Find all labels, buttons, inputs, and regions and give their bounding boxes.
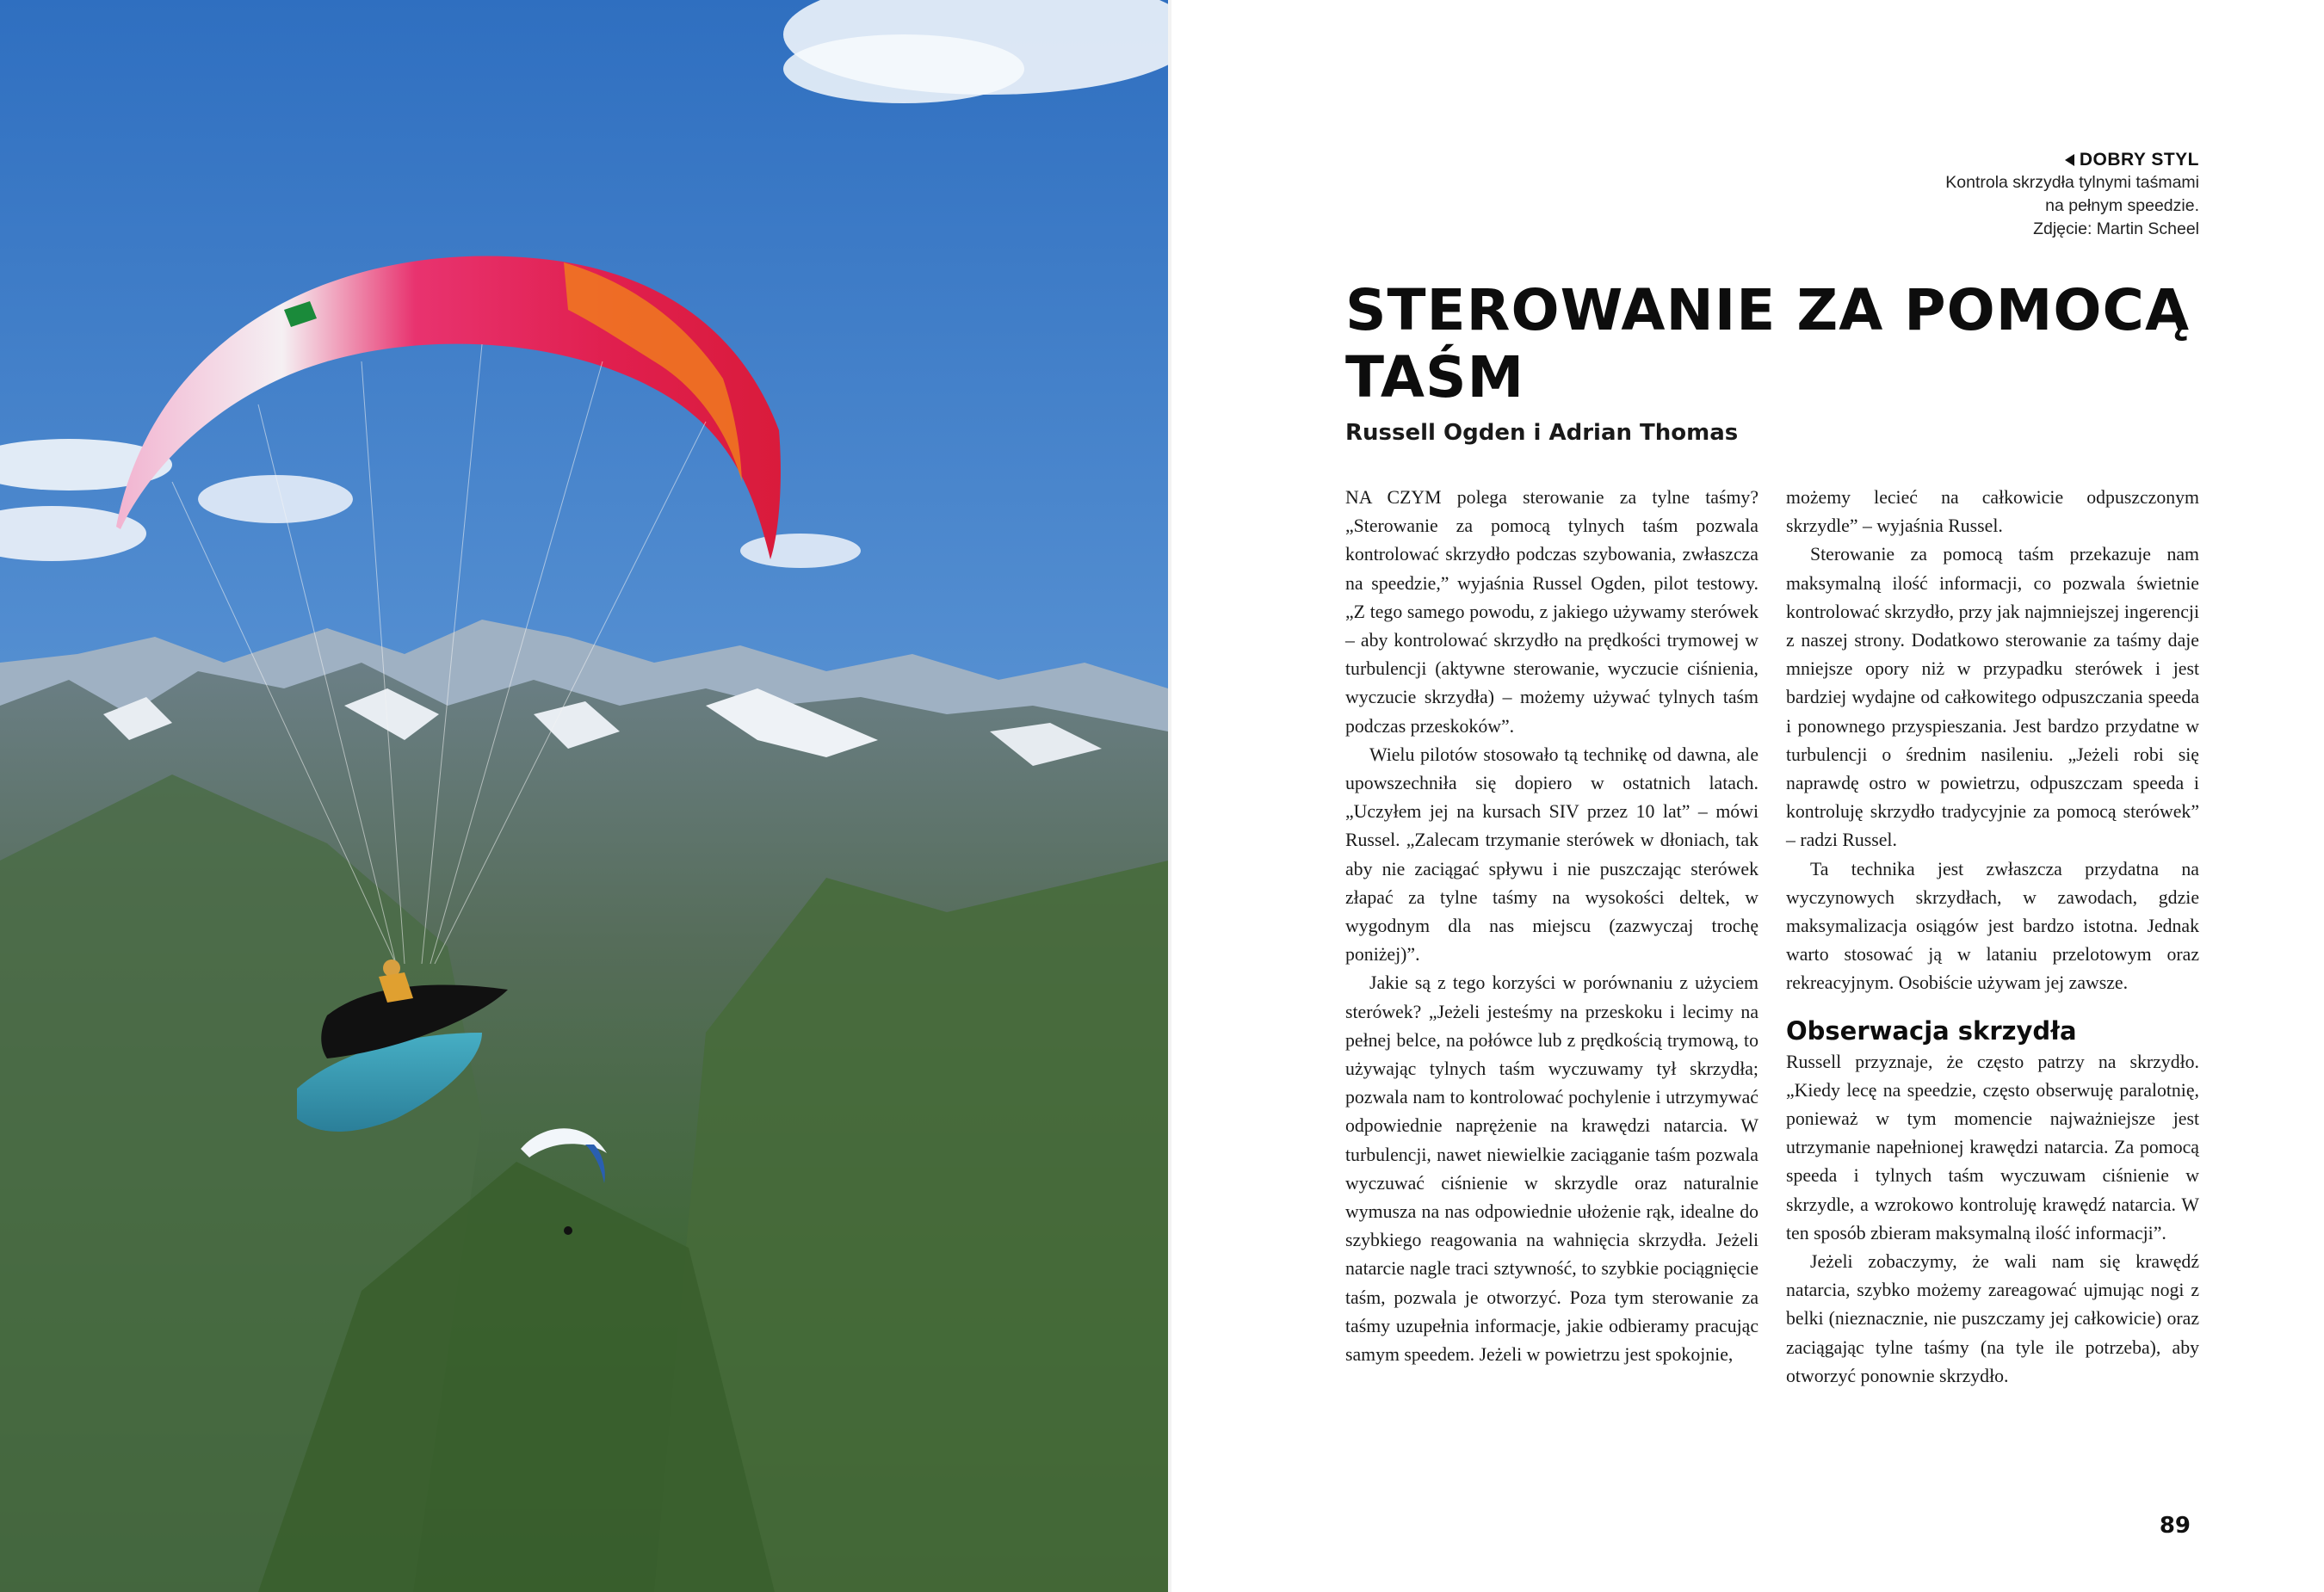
article-title-line: TAŚM xyxy=(1345,344,1525,410)
section-subheading: Obserwacja skrzydła xyxy=(1786,1015,2077,1046)
photo-caption xyxy=(1769,148,2199,241)
paragraph: Sterowanie za pomocą taśm przekazuje nam maksymalną ilość informacji, co pozwala świetnie kontrolować skrzydło, przy jak najmniejszej ingerencji z naszej strony. Dodatkowo sterowanie za taśmy daje mniejsze opory niż w przypadku sterówek i jest bardziej wydajne od całkowitego odpuszczania speeda i ponownego przyspieszania. Jest bardzo przydatne w turbulencji o średnim nasileniu. „Jeżeli robi się naprawdę ostro w powietrzu, odpuszczam speeda i kontroluję skrzydło tradycyjnie za pomocą sterówek” – radzi Russel. xyxy=(1786,544,2199,851)
article-authors: Russell Ogden i Adrian Thomas xyxy=(1345,420,1739,446)
page-gutter xyxy=(1168,0,1171,1592)
article-title xyxy=(1345,277,2206,411)
triangle-left-icon xyxy=(2065,154,2074,166)
paragraph: Jeżeli zobaczymy, że wali nam się krawędź natarcia, szybko możemy zareagować ujmując nogi z belki (nieznacznie, nie puszczamy jej całkowicie) oraz zaciągając tylne taśmy (na tyle ile potrzeba), aby otworzyć ponownie skrzydło. xyxy=(1786,1251,2199,1386)
caption-line: Kontrola skrzydła tylnymi taśmami xyxy=(1945,173,2199,192)
page-number: 89 xyxy=(2159,1513,2191,1539)
paragraph: możemy lecieć na całkowicie odpuszczonym skrzydle” – wyjaśnia Russel. xyxy=(1786,487,2199,537)
paragraph: Russell przyznaje, że często patrzy na skrzydło. „Kiedy lecę na speedzie, często obserwuję paralotnię, ponieważ w tym momencie najważniejsze jest utrzymanie napełnionej krawędzi natarcia. Za pomocą speeda i tylnych taśm wyczuwam ciśnienie w skrzydle, a wzrokowo kontroluję krawędź natarcia. W ten sposób zbieram maksymalną ilość informacji”. xyxy=(1786,1051,2199,1243)
paragraph: Jakie są z tego korzyści w porównaniu z użyciem sterówek? „Jeżeli jesteśmy na przeskoku i lecimy na pełnej belce, na połówce lub z prędkością trymową, to używając tylnych taśm wyczuwamy tył skrzydła; pozwala nam to kontrolować pochylenie i utrzymywać odpowiednie naprężenie na krawędzi natarcia. W turbulencji, nawet niewielkie zaciąganie taśm pozwala wyczuwać ciśnienie w skrzydle oraz naturalnie wymusza na nas odpowiednie ułożenie rąk, idealne do szybkiego reagowania na wahnięcia skrzydła. Jeżeli natarcie nagle traci sztywność, to szybkie pociągnięcie taśm, pozwala je otworzyć. Poza tym sterowanie za taśmy uzupełnia informacje, jakie odbieramy pracując samym speedem. Jeżeli w powietrzu jest spokojnie, xyxy=(1345,972,1758,1366)
paragraph: Wielu pilotów stosowało tą technikę od dawna, ale upowszechniła się dopiero w ostatnich latach. „Uczyłem jej na kursach SIV przez 10 lat” – mówi Russel. „Zalecam trzymanie sterówek w dłoniach, tak aby nie zaciągać spływu i nie puszczając sterówek złapać za tylne taśmy na wysokości deltek, w wygodnym dla nas miejscu (zazwyczaj trochę poniżej)”. xyxy=(1345,744,1758,966)
paragraph: NA CZYM polega sterowanie za tylne taśmy? „Sterowanie za pomocą tylnych taśm pozwala kontrolować skrzydło podczas szybowania, zwłaszcza na speedzie,” wyjaśnia Russel Ogden, pilot testowy. „Z tego samego powodu, z jakiego używamy sterówek – aby kontrolować skrzydło na prędkości trymowej w turbulencji (aktywne sterowanie, wyczucie ciśnienia, wyczucie skrzydła) – możemy używać tylnych taśm podczas przeskoków”. xyxy=(1345,487,1758,737)
caption-label xyxy=(1769,148,2199,171)
caption-line: Zdjęcie: Martin Scheel xyxy=(2033,219,2199,238)
article-column-1 xyxy=(1345,484,1758,1369)
caption-line: na pełnym speedzie. xyxy=(2045,196,2199,215)
paragraph: Ta technika jest zwłaszcza przydatna na wyczynowych skrzydłach, w zawodach, gdzie maksymalizacja osiągów jest bardzo istotna. Jednak warto stosować ją w lataniu przelotowym oraz rekreacyjnym. Osobiście używam jej zawsze. xyxy=(1786,858,2199,994)
caption-label-text: DOBRY STYL xyxy=(2079,150,2199,170)
article-title-line: STEROWANIE ZA POMOCĄ xyxy=(1345,277,2191,343)
article-column-2 xyxy=(1786,484,2199,1391)
